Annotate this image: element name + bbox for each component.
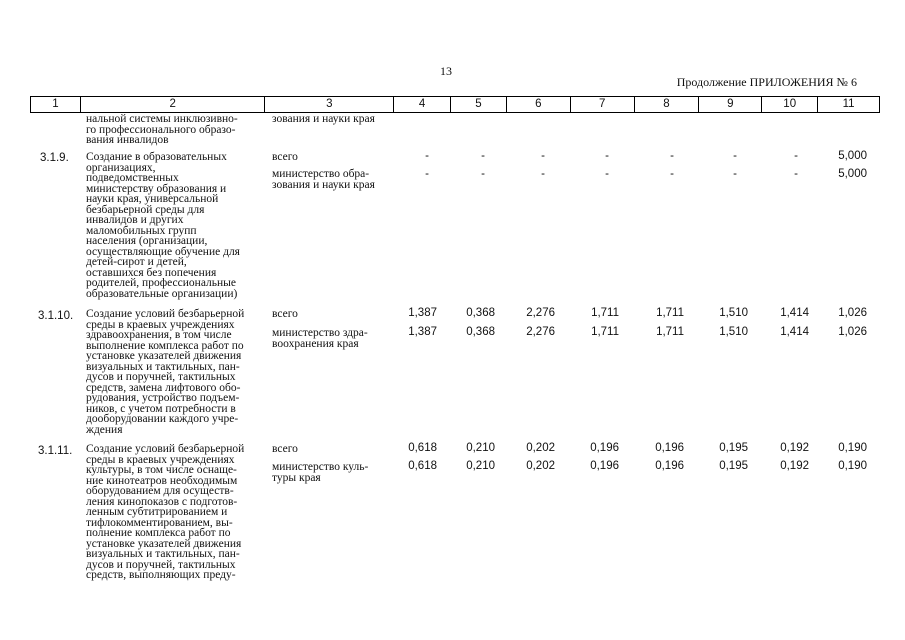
row-total-label: всего [272,151,298,163]
value-cell: - [541,150,545,162]
value-cell: - [733,150,737,162]
value-cell: 0,196 [590,442,619,454]
header-col-8: 8 [635,97,700,112]
row-code: 3.1.11. [38,445,73,457]
value-cell: 5,000 [838,150,867,162]
value-cell: 1,510 [719,326,748,338]
header-col-6: 6 [507,97,571,112]
table-header [30,96,880,113]
row-code: 3.1.9. [40,152,69,164]
value-cell: 1,026 [838,326,867,338]
value-cell: 2,276 [526,326,555,338]
value-cell: 1,414 [780,307,809,319]
value-cell: 0,210 [466,460,495,472]
value-cell: - [425,168,429,180]
header-col-7: 7 [571,97,635,112]
header-col-2: 2 [81,97,266,112]
carryover-description: нальной системы инклюзивно- го профессионального образо- вания инвалидов [86,113,238,146]
header-col-4: 4 [394,97,451,112]
value-cell: 0,196 [590,460,619,472]
header-col-3: 3 [265,97,394,112]
page-number: 13 [440,64,452,78]
value-cell: 0,195 [719,460,748,472]
value-cell: 1,711 [656,307,684,319]
row-description: Создание условий безбарьерной среды в краевых учреждениях здравоохранения, в том числе выполнение комплекса работ по установке указателей движения визуальных и тактильных, пан- дусов и поручней, тактильных средств, замена лифтового обо- рудования, устройство подъем- ников, с учетом потребности в дооборудовании каждого учре- ждения [86,308,245,436]
carryover-executor: зования и науки края [272,113,375,125]
row-description: Создание в образовательных организациях, подведомственных министерству образования и науки края, универсальной безбарьерной среды для инвалидов и других маломобильных групп населения (организации, осуществляющие обучение для детей-сирот и детей, оставшихся без попечения родителей, профессиональные образовательные организации) [86,151,240,300]
value-cell: 1,387 [408,326,437,338]
row-code: 3.1.10. [38,310,74,322]
value-cell: 5,000 [838,168,867,180]
value-cell: 1,510 [719,307,748,319]
header-col-10: 10 [762,97,818,112]
value-cell: 0,196 [655,442,684,454]
value-cell: 0,190 [838,442,867,454]
value-cell: - [794,168,798,180]
header-col-9: 9 [699,97,762,112]
row-description: Создание условий безбарьерной среды в краевых учреждениях культуры, в том числе оснаще- ние кинотеатров необходимым оборудованием для осуществ- ления кинопоказов с подготов- ленным субтитрированием и тифлокомментированием, вы- полнение комплекса работ по установке указателей движения визуальных и тактильных, пан- дусов и поручней, тактильных средств, выполняющих преду- [86,443,245,581]
value-cell: - [481,150,485,162]
value-cell: 0,202 [526,460,555,472]
value-cell: - [670,150,674,162]
value-cell: 0,192 [780,442,809,454]
value-cell: - [481,168,485,180]
value-cell: 1,387 [408,307,437,319]
row-total-label: всего [272,443,298,455]
row-executor: министерство здра- воохранения края [272,327,368,350]
value-cell: 0,192 [780,460,809,472]
row-executor: министерство куль- туры края [272,461,369,484]
value-cell: - [733,168,737,180]
value-cell: 1,711 [591,326,619,338]
value-cell: 0,618 [408,442,437,454]
value-cell: - [605,150,609,162]
value-cell: 2,276 [526,307,555,319]
header-col-11: 11 [842,98,855,110]
value-cell: - [605,168,609,180]
row-total-label: всего [272,308,298,320]
value-cell: 0,368 [466,307,495,319]
value-cell: 0,368 [466,326,495,338]
value-cell: 1,711 [591,307,619,319]
row-executor: министерство обра- зования и науки края [272,168,375,191]
value-cell: 0,195 [719,442,748,454]
value-cell: 1,414 [780,326,809,338]
header-col-5: 5 [451,97,507,112]
continuation-label: Продолжение ПРИЛОЖЕНИЯ № 6 [676,75,857,89]
value-cell: 1,026 [838,307,867,319]
value-cell: 0,202 [526,442,555,454]
value-cell: - [670,168,674,180]
value-cell: 0,210 [466,442,495,454]
value-cell: - [425,150,429,162]
value-cell: 0,190 [838,460,867,472]
header-col-1: 1 [31,97,81,112]
value-cell: - [541,168,545,180]
value-cell: 0,196 [655,460,684,472]
value-cell: 0,618 [408,460,437,472]
value-cell: - [794,150,798,162]
value-cell: 1,711 [656,326,684,338]
